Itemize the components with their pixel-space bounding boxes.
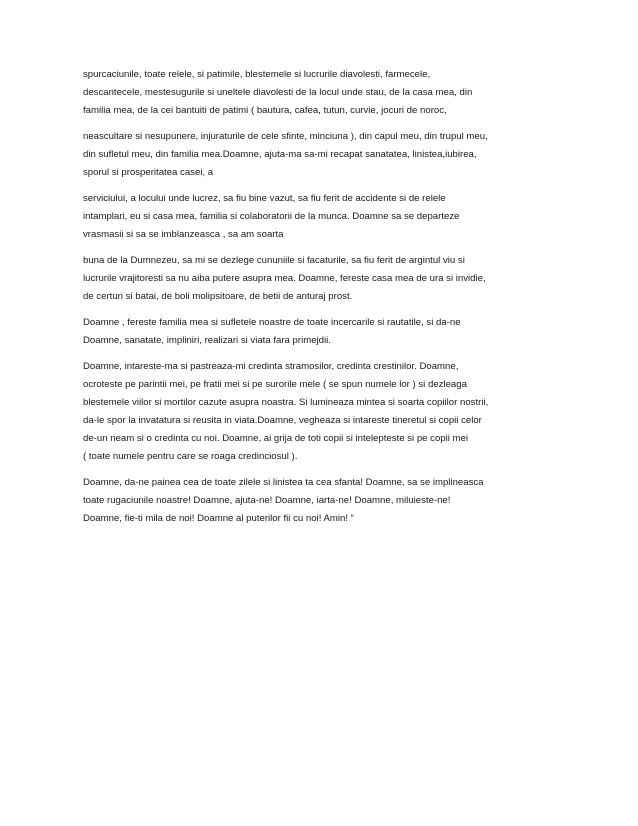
text-line: de certuri si batai, de boli molipsitoare, de betii de anturaj prost. (83, 291, 353, 302)
paragraph-6 (83, 358, 563, 466)
paragraph-1 (83, 66, 563, 120)
paragraph-3 (83, 190, 563, 244)
text-line: spurcaciunile, toate relele, si patimile, blestemele si lucrurile diavolesti, farmecele, (83, 69, 431, 80)
text-line: ocroteste pe parintii mei, pe fratii mei si pe surorile mele ( se spun numele lor ) si dezleaga (83, 379, 467, 390)
text-line: intamplari, eu si casa mea, familia si colaboratorii de la munca. Doamne sa se departeze (83, 211, 460, 222)
text-line: Doamne, intareste-ma si pastreaza-mi credinta stramosilor, credinta crestinilor. Doamne, (83, 361, 459, 372)
text-line: serviciului, a locului unde lucrez, sa fiu bine vazut, sa fiu ferit de accidente si de relele (83, 193, 446, 204)
paragraph-4 (83, 252, 563, 306)
text-line: neascultare si nesupunere, injuraturile de cele sfinte, minciuna ), din capul meu, din trupul meu, (83, 131, 488, 142)
text-line: toate rugaciunile noastre! Doamne, ajuta-ne! Doamne, iarta-ne! Doamne, miluieste-ne! (83, 495, 451, 506)
text-line: da-le spor la invatatura si reusita in viata.Doamne, vegheaza si intareste tineretul si copii celor (83, 415, 482, 426)
paragraph-7 (83, 474, 563, 528)
paragraph-2 (83, 128, 563, 182)
text-line: vrasmasii si sa se imblanzeasca , sa am soarta (83, 229, 284, 240)
text-line: Doamne, sanatate, impliniri, realizari si viata fara primejdii. (83, 335, 331, 346)
text-line: de-un neam si o credinta cu noi. Doamne, ai grija de toti copii si intelepteste si pe copii mei (83, 433, 469, 444)
text-line: descantecele, mestesugurile si uneltele diavolesti de la locul unde stau, de la casa mea, din (83, 87, 473, 98)
prayer-text (83, 66, 563, 536)
paragraph-5 (83, 314, 563, 350)
text-line: Doamne , fereste familia mea si sufletele noastre de toate incercarile si rautatile, si da-ne (83, 317, 461, 328)
text-line: lucrurile vrajitoresti sa nu aiba putere asupra mea. Doamne, fereste casa mea de ura si invidie, (83, 273, 486, 284)
text-line: buna de la Dumnezeu, sa mi se dezlege cununiile si facaturile, sa fiu ferit de argintul viu si (83, 255, 465, 266)
text-line: sporul si prosperitatea casei, a (83, 167, 214, 178)
text-line: blestemele viilor si mortilor cazute asupra noastra. Si lumineaza mintea si soarta copiilor nostrii, (83, 397, 489, 408)
text-line: ( toate numele pentru care se roaga credinciosul ). (83, 451, 298, 462)
text-line: din sufletul meu, din familia mea.Doamne, ajuta-ma sa-mi recapat sanatatea, linistea,iubirea, (83, 149, 477, 160)
text-line: familia mea, de la cei bantuiti de patimi ( bautura, cafea, tutun, curvie, jocuri de noroc, (83, 105, 447, 116)
text-line: Doamne, fie-ti mila de noi! Doamne al puterilor fii cu noi! Amin! “ (83, 513, 354, 524)
text-line: Doamne, da-ne painea cea de toate zilele si linistea ta cea sfanta! Doamne, sa se implineasca (83, 477, 484, 488)
